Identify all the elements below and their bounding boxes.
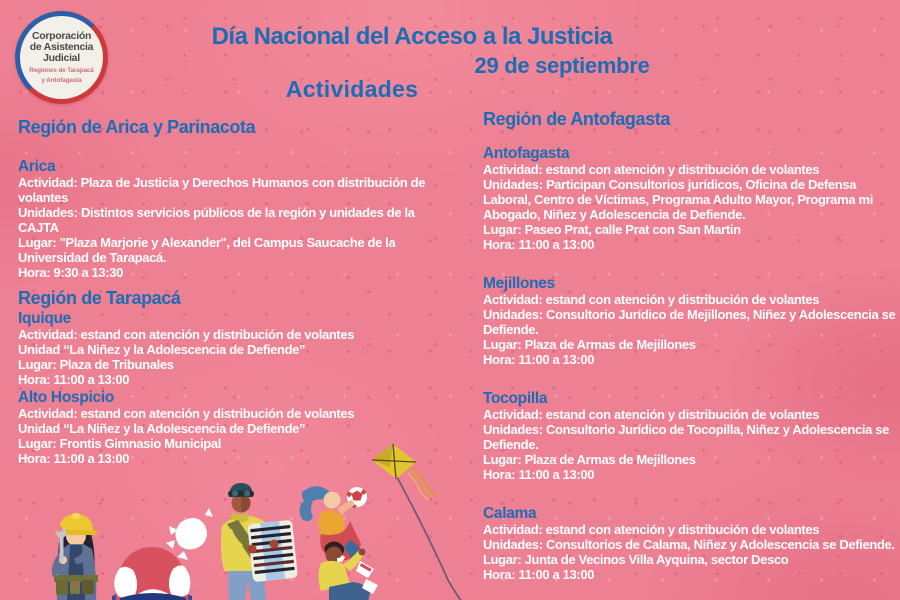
alto-hospicio-actividad: Actividad: estand con atención y distribución de volantes <box>18 406 355 421</box>
calama-unidades: Unidades: Consultorios de Calama, Niñez y Adolescencia se Defiende. <box>483 537 895 552</box>
region-heading-antofagasta: Región de Antofagasta <box>483 109 670 129</box>
caj-logo <box>15 11 108 104</box>
right-column <box>483 108 897 600</box>
calama-hora: Hora: 11:00 a 13:00 <box>483 567 595 582</box>
city-block-iquique <box>18 311 434 387</box>
antofagasta-lugar: Lugar: Paseo Prat, calle Prat con San Martin <box>483 222 741 237</box>
city-block-antofagasta <box>483 146 897 252</box>
event-date: 29 de septiembre <box>474 53 650 78</box>
construction-worker-figure <box>52 513 98 600</box>
tocopilla-hora: Hora: 11:00 a 13:00 <box>483 467 595 482</box>
caj-logo-inner <box>20 16 103 99</box>
region-heading-arica-parinacota: Región de Arica y Parinacota <box>18 117 256 137</box>
poster-title: Día Nacional del Acceso a la Justicia <box>211 23 613 50</box>
logo-org-name-line2: de Asistencia <box>29 41 94 53</box>
iquique-lugar: Lugar: Plaza de Tribunales <box>18 357 174 372</box>
city-block-arica <box>18 159 434 280</box>
calama-lugar: Lugar: Junta de Vecinos Villa Ayquina, sector Desco <box>483 552 789 567</box>
antofagasta-unidades: Unidades: Participan Consultorios jurídicos, Oficina de Defensa Laboral, Centro de Víctimas, Programa Adulto Mayor, Programa mi Abogado, Niñez y Adolescencia de Defiende. <box>483 177 873 222</box>
iquique-actividad: Actividad: estand con atención y distribución de volantes <box>18 327 355 342</box>
alto-hospicio-unidades: Unidad “La Niñez y la Adolescencia de Defiende” <box>18 421 306 436</box>
alto-hospicio-lugar: Lugar: Frontis Gimnasio Municipal <box>18 436 221 451</box>
region-heading-tarapaca: Región de Tarapacá <box>18 288 181 308</box>
iquique-hora: Hora: 11:00 a 13:00 <box>18 372 130 387</box>
logo-org-name-line3: Judicial <box>43 52 80 64</box>
tocopilla-actividad: Actividad: estand con atención y distribución de volantes <box>483 407 820 422</box>
logo-regions-line2: y Antofagasta <box>41 77 82 84</box>
mejillones-lugar: Lugar: Plaza de Armas de Mejillones <box>483 337 696 352</box>
city-block-mejillones <box>483 276 897 367</box>
mejillones-actividad: Actividad: estand con atención y distribución de volantes <box>483 292 820 307</box>
tocopilla-unidades: Unidades: Consultorio Jurídico de Tocopilla, Niñez y Adolescencia se Defiende. <box>483 422 890 452</box>
city-heading-alto-hospicio: Alto Hospicio <box>18 389 114 406</box>
kite-string <box>397 477 462 600</box>
antofagasta-hora: Hora: 11:00 a 13:00 <box>483 237 595 252</box>
logo-regions-line1: Regiones de Tarapacá <box>29 67 94 74</box>
city-heading-arica: Arica <box>18 158 56 175</box>
city-block-tocopilla <box>483 391 897 482</box>
city-block-calama <box>483 506 897 582</box>
mejillones-unidades: Unidades: Consultorio Jurídico de Mejillones, Niñez y Adolescencia se Defiende. <box>483 307 896 337</box>
calama-actividad: Actividad: estand con atención y distribución de volantes <box>483 522 820 537</box>
sun-icon <box>166 508 213 560</box>
people-illustration <box>0 430 480 600</box>
alto-hospicio-hora: Hora: 11:00 a 13:00 <box>18 451 130 466</box>
arica-unidades: Unidades: Distintos servicios públicos de la región y unidades de la CAJTA <box>18 205 415 235</box>
city-heading-mejillones: Mejillones <box>483 275 555 292</box>
antofagasta-actividad: Actividad: estand con atención y distribución de volantes <box>483 162 820 177</box>
activities-heading: Actividades <box>285 76 419 102</box>
city-heading-tocopilla: Tocopilla <box>483 390 548 407</box>
city-heading-calama: Calama <box>483 505 537 522</box>
iquique-unidades: Unidad “La Niñez y la Adolescencia de Defiende” <box>18 342 306 357</box>
left-column <box>18 116 434 466</box>
city-heading-antofagasta: Antofagasta <box>483 145 570 162</box>
accordion-player-figure <box>221 483 298 600</box>
logo-org-name-line1: Corporación <box>31 30 92 42</box>
city-heading-iquique: Iquique <box>18 310 72 327</box>
arica-hora: Hora: 9:30 a 13:30 <box>18 265 123 280</box>
mejillones-hora: Hora: 11:00 a 13:00 <box>483 352 595 367</box>
tocopilla-lugar: Lugar: Plaza de Armas de Mejillones <box>483 452 696 467</box>
arica-actividad: Actividad: Plaza de Justicia y Derechos Humanos con distribución de volantes <box>18 175 426 205</box>
arica-lugar: Lugar: "Plaza Marjorie y Alexander", del Campus Saucache de la Universidad de Tarapacá. <box>18 235 396 265</box>
